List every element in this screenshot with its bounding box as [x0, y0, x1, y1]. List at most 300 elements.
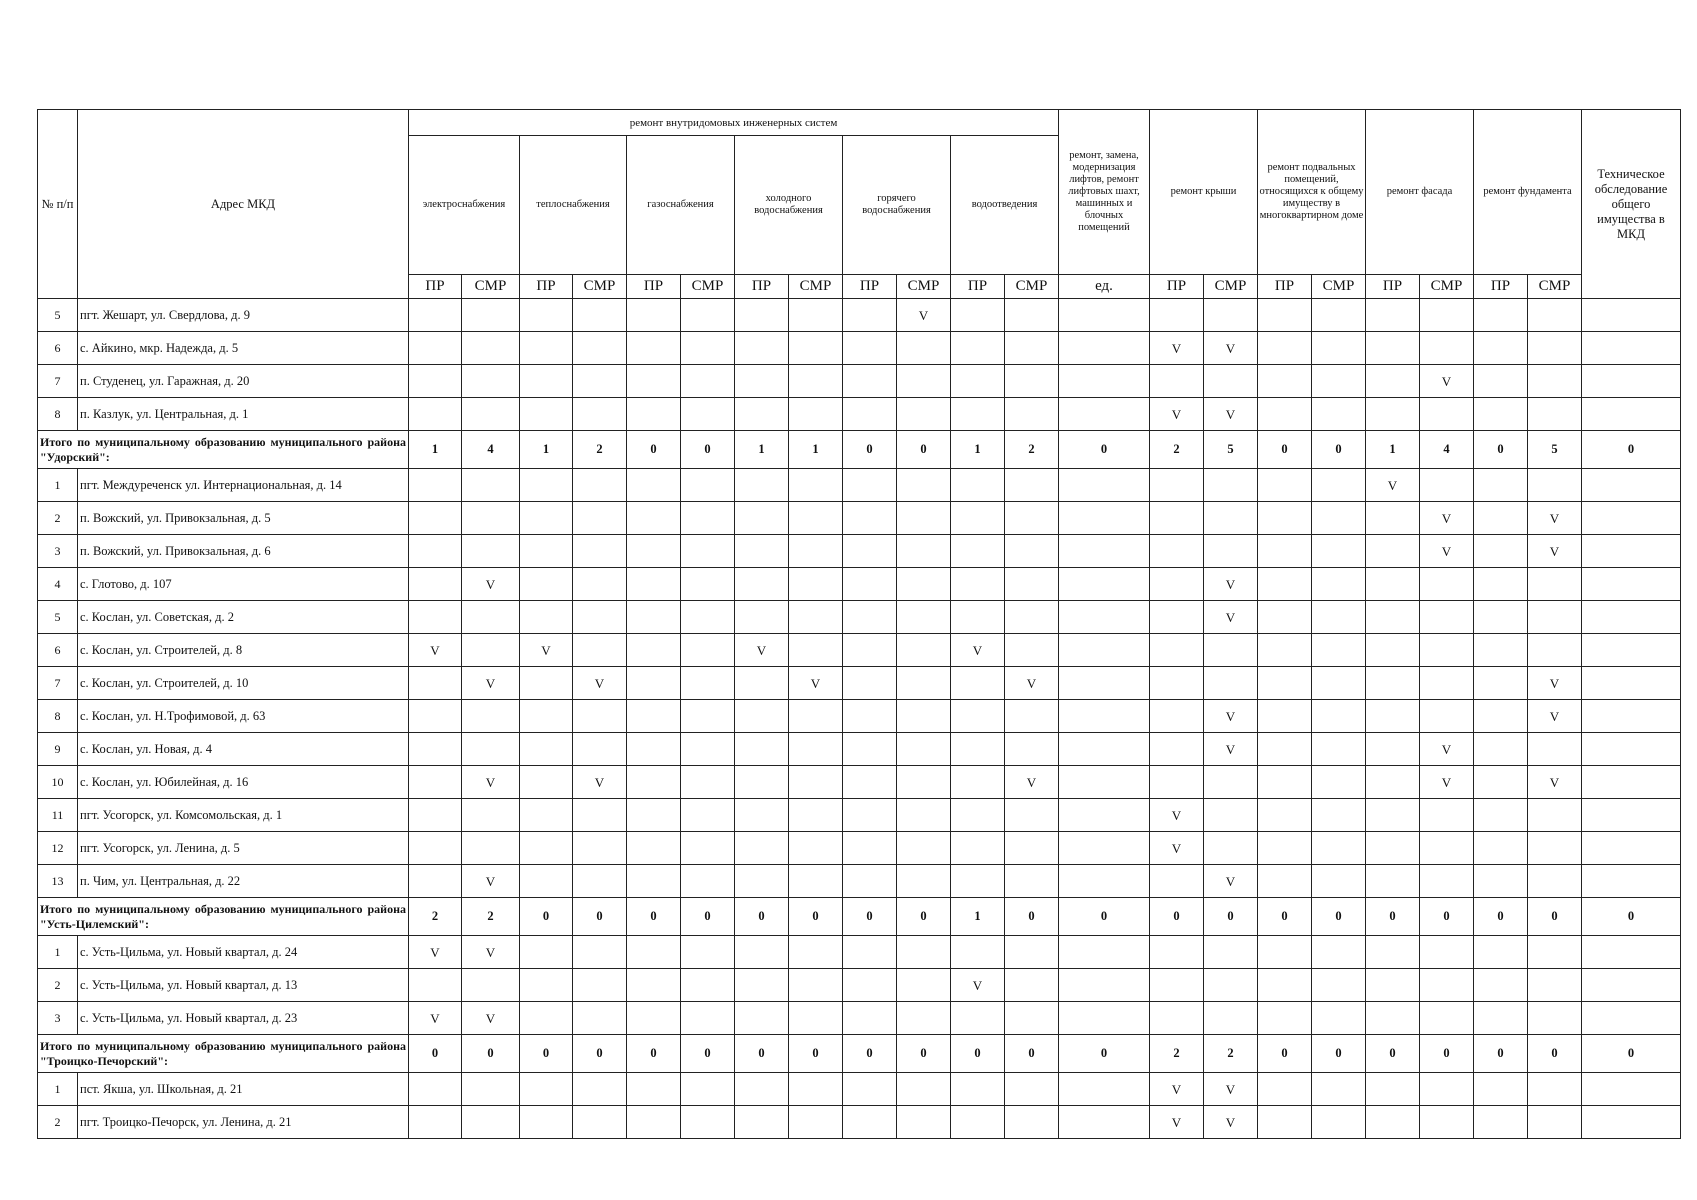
work-mark-cell: [573, 1106, 627, 1139]
work-mark-cell: [520, 700, 573, 733]
subtotal-cell: 0: [1059, 898, 1150, 936]
work-mark-cell: [789, 365, 843, 398]
work-mark-cell: [1474, 502, 1528, 535]
work-mark-cell: [627, 535, 681, 568]
work-mark-cell: [627, 1002, 681, 1035]
work-mark-cell: [1258, 865, 1312, 898]
work-mark-cell: [951, 667, 1005, 700]
work-mark-cell: [951, 1002, 1005, 1035]
subtotal-cell: 0: [1258, 898, 1312, 936]
work-mark-cell: [681, 469, 735, 502]
work-mark-cell: [735, 799, 789, 832]
table-row: [38, 766, 1681, 799]
header-engineering-systems: ремонт внутридомовых инженерных систем: [409, 110, 1059, 136]
subtotal-cell: 5: [1528, 431, 1582, 469]
subtotal-cell: 1: [1366, 431, 1420, 469]
work-mark-cell: [1005, 568, 1059, 601]
work-mark-cell: V: [1204, 398, 1258, 431]
work-mark-cell: [520, 502, 573, 535]
work-mark-cell: [520, 535, 573, 568]
work-mark-cell: [1312, 634, 1366, 667]
work-mark-cell: [1474, 1073, 1528, 1106]
inspection-cell: [1582, 700, 1681, 733]
work-mark-cell: [735, 766, 789, 799]
work-mark-cell: V: [1150, 832, 1204, 865]
work-mark-cell: [951, 398, 1005, 431]
work-mark-cell: [462, 634, 520, 667]
work-mark-cell: [951, 299, 1005, 332]
work-mark-cell: V: [462, 936, 520, 969]
work-mark-cell: [789, 601, 843, 634]
work-mark-cell: [1059, 700, 1150, 733]
work-mark-cell: [520, 299, 573, 332]
work-mark-cell: [1420, 1073, 1474, 1106]
work-mark-cell: [520, 469, 573, 502]
header-num: № п/п: [38, 110, 78, 299]
work-mark-cell: V: [1528, 700, 1582, 733]
work-mark-cell: V: [1204, 601, 1258, 634]
row-number: 1: [38, 469, 78, 502]
subtotal-cell: 0: [462, 1035, 520, 1073]
address-cell: с. Усть-Цильма, ул. Новый квартал, д. 24: [78, 936, 409, 969]
work-mark-cell: [409, 502, 462, 535]
subtotal-label: Итого по муниципальному образованию муниципального района "Удорский":: [38, 431, 409, 469]
work-mark-cell: [897, 667, 951, 700]
work-mark-cell: [735, 502, 789, 535]
work-mark-cell: [681, 365, 735, 398]
work-mark-cell: [897, 398, 951, 431]
work-mark-cell: [520, 568, 573, 601]
work-mark-cell: V: [1150, 398, 1204, 431]
table-row: [38, 936, 1681, 969]
subtotal-cell: 0: [735, 1035, 789, 1073]
work-mark-cell: [520, 1073, 573, 1106]
work-mark-cell: [1366, 634, 1420, 667]
work-mark-cell: [951, 865, 1005, 898]
subtotal-cell: 0: [1474, 898, 1528, 936]
subtotal-cell: 0: [1474, 1035, 1528, 1073]
address-cell: с. Кослан, ул. Строителей, д. 10: [78, 667, 409, 700]
work-mark-cell: [1312, 469, 1366, 502]
work-mark-cell: [520, 332, 573, 365]
work-mark-cell: [1204, 799, 1258, 832]
work-mark-cell: [1150, 936, 1204, 969]
work-mark-cell: [735, 601, 789, 634]
inspection-cell: [1582, 667, 1681, 700]
work-mark-cell: [951, 332, 1005, 365]
work-mark-cell: [573, 365, 627, 398]
work-mark-cell: [462, 1073, 520, 1106]
subtotal-cell: 0: [897, 898, 951, 936]
work-mark-cell: [627, 502, 681, 535]
work-mark-cell: [409, 865, 462, 898]
work-mark-cell: [1366, 398, 1420, 431]
subtotal-cell: 0: [627, 898, 681, 936]
header-pr: ПР: [1150, 275, 1204, 299]
header-pr: ПР: [1474, 275, 1528, 299]
work-mark-cell: V: [1150, 1106, 1204, 1139]
work-mark-cell: [573, 1002, 627, 1035]
work-mark-cell: [1366, 1073, 1420, 1106]
work-mark-cell: [627, 469, 681, 502]
work-mark-cell: [627, 332, 681, 365]
work-mark-cell: V: [1420, 502, 1474, 535]
work-mark-cell: [1005, 398, 1059, 431]
work-mark-cell: [520, 398, 573, 431]
work-mark-cell: [951, 1073, 1005, 1106]
header-smr: СМР: [462, 275, 520, 299]
work-mark-cell: [681, 601, 735, 634]
work-mark-cell: [681, 1106, 735, 1139]
address-cell: пгт. Междуреченск ул. Интернациональная, д. 14: [78, 469, 409, 502]
subtotal-label: Итого по муниципальному образованию муниципального района "Усть-Цилемский":: [38, 898, 409, 936]
work-mark-cell: [897, 1106, 951, 1139]
work-mark-cell: [520, 667, 573, 700]
work-mark-cell: [1204, 936, 1258, 969]
work-mark-cell: [897, 568, 951, 601]
work-mark-cell: [951, 601, 1005, 634]
subtotal-cell: 0: [1204, 898, 1258, 936]
work-mark-cell: [1258, 535, 1312, 568]
work-mark-cell: [1005, 332, 1059, 365]
work-mark-cell: [573, 799, 627, 832]
work-mark-cell: [897, 502, 951, 535]
work-mark-cell: [409, 766, 462, 799]
header-lifts: ремонт, замена, модернизация лифтов, ремонт лифтовых шахт, машинных и блочных помещений: [1059, 110, 1150, 275]
work-mark-cell: [1528, 469, 1582, 502]
subtotal-cell: 0: [573, 898, 627, 936]
work-mark-cell: [1005, 865, 1059, 898]
work-mark-cell: [1528, 799, 1582, 832]
work-mark-cell: [520, 1106, 573, 1139]
work-mark-cell: [843, 535, 897, 568]
work-mark-cell: [1420, 332, 1474, 365]
header-pr: ПР: [409, 275, 462, 299]
work-mark-cell: [843, 799, 897, 832]
work-mark-cell: [1059, 299, 1150, 332]
work-mark-cell: [1474, 634, 1528, 667]
work-mark-cell: [1204, 634, 1258, 667]
work-mark-cell: [627, 799, 681, 832]
work-mark-cell: [951, 1106, 1005, 1139]
work-mark-cell: [735, 535, 789, 568]
address-cell: пгт. Усогорск, ул. Комсомольская, д. 1: [78, 799, 409, 832]
work-mark-cell: [1528, 1073, 1582, 1106]
subtotal-cell: 1: [951, 431, 1005, 469]
header-smr: СМР: [573, 275, 627, 299]
work-mark-cell: [681, 936, 735, 969]
subtotal-cell: 1: [520, 431, 573, 469]
subtotal-cell: 0: [789, 898, 843, 936]
work-mark-cell: [1312, 1002, 1366, 1035]
work-mark-cell: V: [1204, 332, 1258, 365]
work-mark-cell: [735, 1106, 789, 1139]
work-mark-cell: [1420, 1002, 1474, 1035]
work-mark-cell: [409, 299, 462, 332]
work-mark-cell: [462, 299, 520, 332]
work-mark-cell: [627, 365, 681, 398]
work-mark-cell: V: [1204, 733, 1258, 766]
work-mark-cell: [1474, 865, 1528, 898]
work-mark-cell: [573, 1073, 627, 1106]
work-mark-cell: [789, 936, 843, 969]
inspection-cell: [1582, 936, 1681, 969]
address-cell: с. Кослан, ул. Строителей, д. 8: [78, 634, 409, 667]
work-mark-cell: [1366, 936, 1420, 969]
work-mark-cell: [1005, 535, 1059, 568]
table-row: [38, 969, 1681, 1002]
work-mark-cell: [1420, 667, 1474, 700]
work-mark-cell: [1474, 700, 1528, 733]
work-mark-cell: [951, 700, 1005, 733]
work-mark-cell: [843, 1106, 897, 1139]
subtotal-cell: 0: [1059, 1035, 1150, 1073]
work-mark-cell: [681, 299, 735, 332]
work-mark-cell: [1474, 799, 1528, 832]
work-mark-cell: [462, 502, 520, 535]
work-mark-cell: [681, 766, 735, 799]
header-smr: СМР: [789, 275, 843, 299]
work-mark-cell: [462, 535, 520, 568]
work-mark-cell: [462, 398, 520, 431]
work-mark-cell: [789, 1106, 843, 1139]
work-mark-cell: [789, 469, 843, 502]
work-mark-cell: [1258, 1002, 1312, 1035]
work-mark-cell: [1528, 936, 1582, 969]
work-mark-cell: [1312, 1073, 1366, 1106]
work-mark-cell: [1474, 469, 1528, 502]
row-number: 5: [38, 601, 78, 634]
work-mark-cell: [681, 1073, 735, 1106]
work-mark-cell: [1474, 601, 1528, 634]
work-mark-cell: [1528, 1106, 1582, 1139]
work-mark-cell: [1420, 969, 1474, 1002]
work-mark-cell: [789, 535, 843, 568]
subtotal-cell: 0: [843, 1035, 897, 1073]
work-mark-cell: [897, 799, 951, 832]
subtotal-cell: 2: [1005, 431, 1059, 469]
work-mark-cell: [573, 865, 627, 898]
work-mark-cell: [789, 299, 843, 332]
work-mark-cell: [1420, 568, 1474, 601]
work-mark-cell: [520, 601, 573, 634]
work-mark-cell: [681, 398, 735, 431]
work-mark-cell: [520, 969, 573, 1002]
inspection-cell: [1582, 1106, 1681, 1139]
row-number: 6: [38, 634, 78, 667]
work-mark-cell: [1366, 299, 1420, 332]
work-mark-cell: [681, 865, 735, 898]
work-mark-cell: [1204, 469, 1258, 502]
subtotal-cell: 0: [1528, 898, 1582, 936]
work-mark-cell: [789, 1002, 843, 1035]
work-mark-cell: [1150, 733, 1204, 766]
work-mark-cell: [789, 568, 843, 601]
address-cell: с. Кослан, ул. Юбилейная, д. 16: [78, 766, 409, 799]
work-mark-cell: [1258, 1106, 1312, 1139]
work-mark-cell: [1059, 601, 1150, 634]
work-mark-cell: [1420, 299, 1474, 332]
subtotal-label: Итого по муниципальному образованию муниципального района "Троицко-Печорский":: [38, 1035, 409, 1073]
work-mark-cell: [1005, 365, 1059, 398]
subtotal-cell: 0: [1420, 1035, 1474, 1073]
subtotal-cell: 0: [1059, 431, 1150, 469]
subtotal-cell: 0: [1312, 898, 1366, 936]
work-mark-cell: [1528, 398, 1582, 431]
work-mark-cell: [1150, 601, 1204, 634]
work-mark-cell: [1005, 936, 1059, 969]
work-mark-cell: [1258, 398, 1312, 431]
subtotal-cell: 1: [735, 431, 789, 469]
work-mark-cell: [1474, 969, 1528, 1002]
work-mark-cell: V: [1528, 502, 1582, 535]
work-mark-cell: V: [951, 969, 1005, 1002]
work-mark-cell: [789, 733, 843, 766]
work-mark-cell: [897, 1073, 951, 1106]
work-mark-cell: [1059, 1002, 1150, 1035]
subtotal-cell: 0: [1005, 1035, 1059, 1073]
table-row: [38, 365, 1681, 398]
header-pr: ПР: [843, 275, 897, 299]
work-mark-cell: [843, 766, 897, 799]
work-mark-cell: [1528, 299, 1582, 332]
subtotal-cell: 0: [573, 1035, 627, 1073]
work-mark-cell: V: [1150, 332, 1204, 365]
work-mark-cell: [789, 766, 843, 799]
work-mark-cell: [1204, 502, 1258, 535]
work-mark-cell: [520, 936, 573, 969]
work-mark-cell: [1366, 865, 1420, 898]
work-mark-cell: [1420, 1106, 1474, 1139]
work-mark-cell: [951, 832, 1005, 865]
work-mark-cell: [681, 733, 735, 766]
work-mark-cell: [735, 733, 789, 766]
work-mark-cell: [462, 832, 520, 865]
work-mark-cell: [1312, 332, 1366, 365]
work-mark-cell: [1474, 832, 1528, 865]
work-mark-cell: [1150, 700, 1204, 733]
work-mark-cell: [789, 700, 843, 733]
work-mark-cell: [1474, 398, 1528, 431]
subtotal-cell: 2: [1150, 1035, 1204, 1073]
inspection-cell: [1582, 332, 1681, 365]
work-mark-cell: [627, 936, 681, 969]
work-mark-cell: [735, 1002, 789, 1035]
inspection-cell: [1582, 568, 1681, 601]
subtotal-cell: 2: [462, 898, 520, 936]
row-number: 10: [38, 766, 78, 799]
work-mark-cell: V: [1528, 766, 1582, 799]
subtotal-cell: 0: [520, 898, 573, 936]
row-number: 7: [38, 667, 78, 700]
work-mark-cell: [897, 601, 951, 634]
row-number: 1: [38, 1073, 78, 1106]
work-mark-cell: [573, 568, 627, 601]
address-cell: п. Чим, ул. Центральная, д. 22: [78, 865, 409, 898]
work-mark-cell: [1059, 733, 1150, 766]
table-row: [38, 299, 1681, 332]
work-mark-cell: [681, 1002, 735, 1035]
inspection-cell: [1582, 865, 1681, 898]
work-mark-cell: [1312, 733, 1366, 766]
work-mark-cell: [1258, 799, 1312, 832]
work-mark-cell: V: [409, 936, 462, 969]
work-mark-cell: [1150, 568, 1204, 601]
work-mark-cell: [1005, 601, 1059, 634]
address-cell: пгт. Усогорск, ул. Ленина, д. 5: [78, 832, 409, 865]
work-mark-cell: [1474, 1106, 1528, 1139]
work-mark-cell: [627, 634, 681, 667]
work-mark-cell: [681, 568, 735, 601]
work-mark-cell: [1059, 568, 1150, 601]
work-mark-cell: [843, 601, 897, 634]
work-mark-cell: V: [1420, 766, 1474, 799]
header-foundation: ремонт фундамента: [1474, 110, 1582, 275]
work-mark-cell: [573, 733, 627, 766]
work-mark-cell: [409, 365, 462, 398]
work-mark-cell: [409, 733, 462, 766]
work-mark-cell: V: [1204, 865, 1258, 898]
row-number: 13: [38, 865, 78, 898]
work-mark-cell: [409, 1106, 462, 1139]
header-smr: СМР: [897, 275, 951, 299]
work-mark-cell: V: [1366, 469, 1420, 502]
work-mark-cell: [1005, 700, 1059, 733]
work-mark-cell: [735, 667, 789, 700]
inspection-cell: [1582, 299, 1681, 332]
row-number: 9: [38, 733, 78, 766]
work-mark-cell: [681, 502, 735, 535]
subtotal-cell: 1: [951, 898, 1005, 936]
work-mark-cell: [462, 469, 520, 502]
work-mark-cell: [681, 634, 735, 667]
work-mark-cell: [627, 733, 681, 766]
inspection-cell: [1582, 733, 1681, 766]
work-mark-cell: [1366, 332, 1420, 365]
subtotal-cell: 0: [1582, 898, 1681, 936]
work-mark-cell: [843, 634, 897, 667]
work-mark-cell: [897, 700, 951, 733]
work-mark-cell: [520, 832, 573, 865]
subtotal-cell: 0: [1312, 431, 1366, 469]
address-cell: пст. Якша, ул. Школьная, д. 21: [78, 1073, 409, 1106]
work-mark-cell: [1312, 535, 1366, 568]
subtotal-cell: 0: [627, 431, 681, 469]
work-mark-cell: [1366, 1106, 1420, 1139]
work-mark-cell: [1059, 865, 1150, 898]
work-mark-cell: [1474, 936, 1528, 969]
subtotal-cell: 0: [1474, 431, 1528, 469]
work-mark-cell: [1420, 865, 1474, 898]
work-mark-cell: [1258, 832, 1312, 865]
work-mark-cell: [843, 332, 897, 365]
subtotal-cell: 0: [1258, 1035, 1312, 1073]
work-mark-cell: V: [573, 766, 627, 799]
work-mark-cell: V: [462, 667, 520, 700]
work-mark-cell: [1150, 469, 1204, 502]
work-mark-cell: [789, 832, 843, 865]
work-mark-cell: V: [409, 634, 462, 667]
inspection-cell: [1582, 1002, 1681, 1035]
work-mark-cell: V: [462, 568, 520, 601]
work-mark-cell: [1366, 766, 1420, 799]
work-mark-cell: [951, 936, 1005, 969]
work-mark-cell: [1204, 667, 1258, 700]
work-mark-cell: [462, 969, 520, 1002]
subtotal-cell: 0: [1366, 898, 1420, 936]
work-mark-cell: [1474, 535, 1528, 568]
work-mark-cell: V: [1204, 700, 1258, 733]
